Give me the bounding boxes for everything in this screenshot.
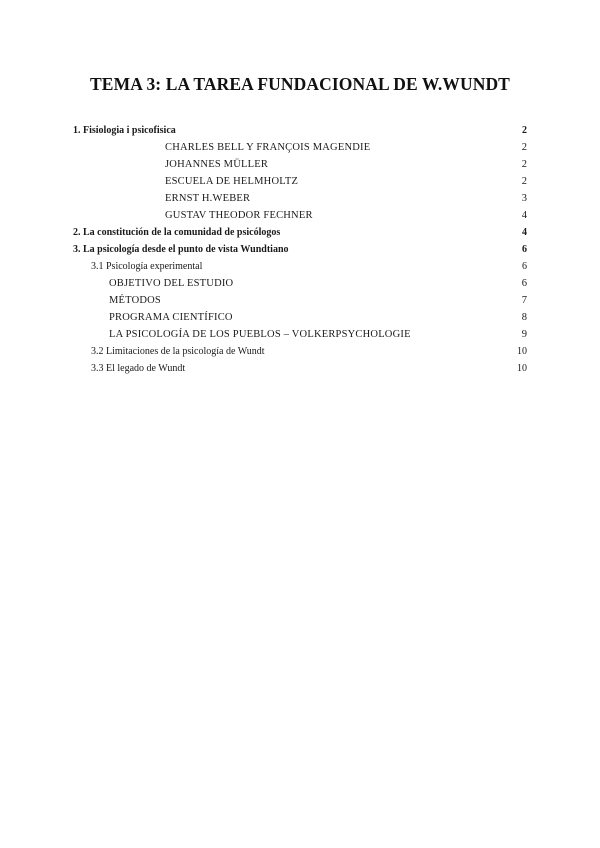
toc-entry-label: PROGRAMA CIENTÍFICO — [109, 312, 233, 323]
toc-entry-page: 6 — [522, 244, 527, 255]
toc-entry-label: OBJETIVO DEL ESTUDIO — [109, 278, 234, 289]
toc-entry-label: 3.3 El legado de Wundt — [91, 363, 186, 374]
toc-entry-page: 2 — [522, 125, 527, 136]
toc-entry-page: 2 — [521, 142, 527, 153]
toc-entry-page: 2 — [521, 159, 527, 170]
toc-entry-label: 3.2 Limitaciones de la psicología de Wundt — [91, 346, 265, 357]
toc-entry-wundtiano[interactable] — [73, 241, 527, 258]
toc-entry-page: 6 — [522, 261, 527, 272]
toc-entry-label: 1. Fisiologia i psicofisica — [73, 125, 176, 136]
toc-entry-fisiologia[interactable] — [73, 122, 527, 139]
toc-entry-page: 10 — [517, 363, 527, 374]
toc-entry-page: 4 — [522, 227, 527, 238]
toc-entry-label: LA PSICOLOGÍA DE LOS PUEBLOS – VOLKERPSYCHOLOGIE — [109, 329, 411, 340]
toc-entry-page: 3 — [521, 193, 527, 204]
toc-entry-volkerpsychologie[interactable] — [73, 326, 527, 343]
toc-entry-page: 7 — [521, 295, 527, 306]
toc-entry-page: 4 — [521, 210, 527, 221]
toc-entry-muller[interactable] — [73, 156, 527, 173]
toc-entry-label: 3. La psicología desde el punto de vista Wundtiano — [73, 244, 289, 255]
toc-entry-weber[interactable] — [73, 190, 527, 207]
toc-entry-label: JOHANNES MÜLLER — [165, 159, 269, 170]
toc-entry-label: ERNST H.WEBER — [165, 193, 251, 204]
toc-entry-label: ESCUELA DE HELMHOLTZ — [165, 176, 299, 187]
toc-entry-limitaciones[interactable] — [73, 343, 527, 360]
toc-entry-objetivo[interactable] — [73, 275, 527, 292]
toc-entry-label: 3.1 Psicología experimental — [91, 261, 203, 272]
toc-entry-comunidad[interactable] — [73, 224, 527, 241]
toc-entry-fechner[interactable] — [73, 207, 527, 224]
table-of-contents — [73, 122, 527, 377]
toc-entry-psicologia-experimental[interactable] — [73, 258, 527, 275]
toc-entry-programa[interactable] — [73, 309, 527, 326]
toc-entry-label: GUSTAV THEODOR FECHNER — [165, 210, 313, 221]
toc-entry-page: 10 — [517, 346, 527, 357]
toc-entry-page: 8 — [521, 312, 527, 323]
toc-entry-page: 9 — [521, 329, 527, 340]
toc-entry-label: 2. La constitución de la comunidad de psicólogos — [73, 227, 281, 238]
toc-entry-legado[interactable] — [73, 360, 527, 377]
toc-entry-page: 6 — [521, 278, 527, 289]
toc-entry-metodos[interactable] — [73, 292, 527, 309]
toc-entry-bell-magendie[interactable] — [73, 139, 527, 156]
page-title: TEMA 3: LA TAREA FUNDACIONAL DE W.WUNDT — [90, 74, 510, 94]
toc-entry-label: CHARLES BELL Y FRANÇOIS MAGENDIE — [165, 142, 371, 153]
toc-entry-helmholtz[interactable] — [73, 173, 527, 190]
toc-entry-page: 2 — [521, 176, 527, 187]
toc-entry-label: MÉTODOS — [109, 295, 161, 306]
